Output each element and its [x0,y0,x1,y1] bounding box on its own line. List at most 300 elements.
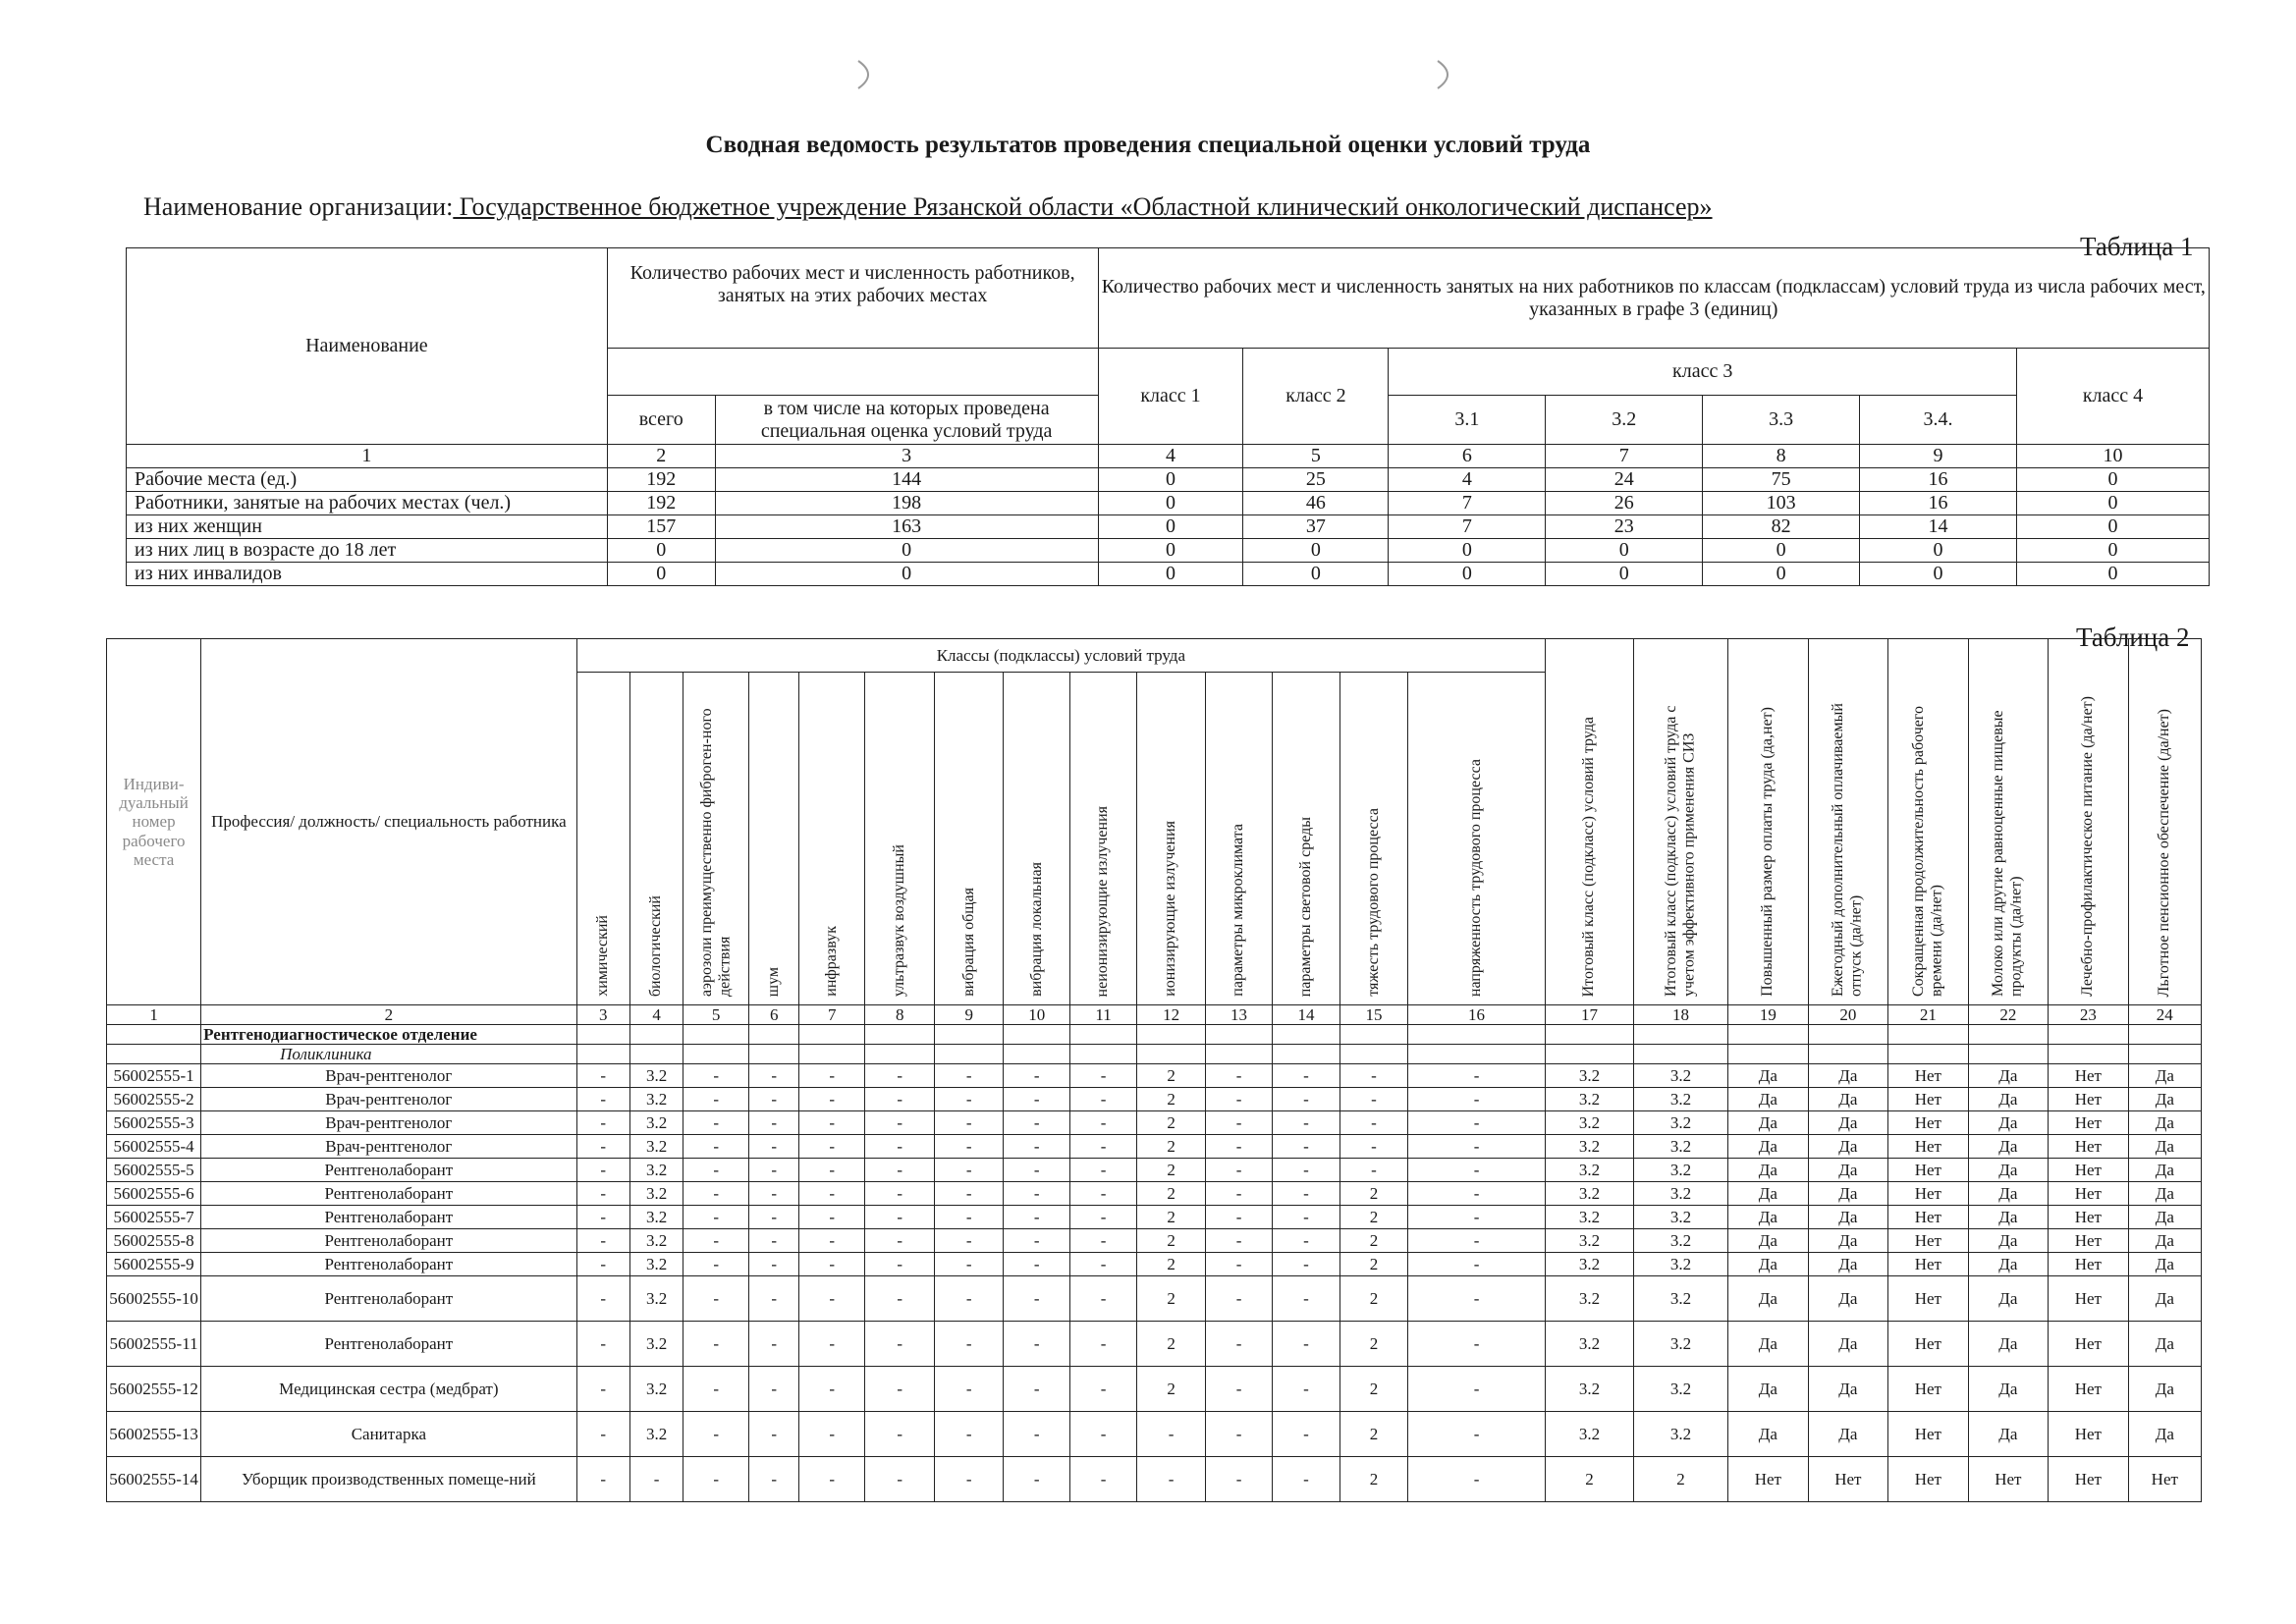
t2-cell: Нет [2049,1135,2129,1159]
t2-header-factor-text: аэрозоли преимущественно фиброген-ного действия [697,708,734,997]
t2-cell: Да [2128,1088,2201,1111]
t2-cell: - [683,1457,749,1502]
t2-cell: 2 [1633,1457,1727,1502]
t1-cell: 192 [607,468,715,492]
t2-cell: - [576,1206,629,1229]
t2-cell: - [799,1111,865,1135]
t2-cell: - [576,1135,629,1159]
t2-header-factor [935,673,1004,1005]
t2-row-profession: Медицинская сестра (медбрат) [201,1367,576,1412]
t2-header-result-3 [1728,639,1809,1005]
t2-cell: - [935,1182,1004,1206]
t2-cell: 3.2 [1633,1111,1727,1135]
t2-cell: - [749,1206,799,1229]
t2-cell: - [1273,1229,1340,1253]
t2-header-factor [749,673,799,1005]
t2-header-factor [1339,673,1407,1005]
t2-cell: - [1070,1111,1137,1135]
t2-header-factor-text: параметры световой среды [1296,816,1314,997]
table-row [107,1229,2202,1253]
t2-cell: - [1137,1412,1206,1457]
t1-colnum: 1 [127,445,608,468]
t2-cell: - [935,1412,1004,1457]
t1-header-assessed: в том числе на которых проведена специальная оценка условий труда [715,396,1098,445]
t2-cell: - [576,1064,629,1088]
t2-cell: - [1273,1457,1340,1502]
binder-hole-left [848,55,888,94]
t2-cell: Да [2128,1182,2201,1206]
t2-cell: - [749,1111,799,1135]
t2-cell: Да [1808,1412,1888,1457]
t2-colnum: 24 [2128,1005,2201,1025]
t2-cell [107,1025,201,1045]
t2-cell: - [683,1322,749,1367]
t2-cell: Да [2128,1064,2201,1088]
t1-row [127,563,2210,586]
t2-cell: 2 [1339,1182,1407,1206]
t2-cell: Нет [2049,1111,2129,1135]
t2-cell: - [1070,1206,1137,1229]
t1-cell: 24 [1546,468,1703,492]
organization-line [143,192,1713,222]
t1-header-name: Наименование [127,248,608,445]
t1-cell: 0 [1703,563,1860,586]
t2-cell: - [865,1276,935,1322]
t2-cell: - [1407,1457,1545,1502]
t2-cell: 2 [1137,1111,1206,1135]
t2-cell: Да [1808,1253,1888,1276]
t2-cell: 3.2 [1633,1229,1727,1253]
t2-cell [1888,1025,1969,1045]
t2-cell: Да [1728,1229,1809,1253]
t2-cell: - [1273,1253,1340,1276]
t2-cell: - [865,1322,935,1367]
t2-cell [1339,1025,1407,1045]
t2-cell: 3.2 [1546,1367,1634,1412]
table-row [107,1182,2202,1206]
t2-cell: Да [1968,1206,2049,1229]
t2-cell: - [1206,1412,1273,1457]
t2-cell: 3.2 [1633,1088,1727,1111]
t1-cell: 192 [607,492,715,515]
t2-cell: Да [1728,1322,1809,1367]
t2-header-result-text: Итоговый класс (подкласс) условий труда с учетом эффективного применения СИЗ [1663,705,1698,997]
t2-cell: Нет [1888,1159,1969,1182]
t2-cell: - [683,1206,749,1229]
t2-cell: Нет [2128,1457,2201,1502]
t2-cell: Да [1808,1064,1888,1088]
t2-cell [1206,1025,1273,1045]
t1-cell: 0 [2017,563,2210,586]
t1-colnum: 10 [2017,445,2210,468]
t2-cell [1546,1045,1634,1064]
t2-header-factor [1206,673,1273,1005]
t2-cell: - [1206,1229,1273,1253]
t2-cell: - [1407,1229,1545,1253]
t2-colnum: 11 [1070,1005,1137,1025]
t2-cell: - [799,1182,865,1206]
t2-cell: - [1273,1064,1340,1088]
t2-cell: 2 [1339,1322,1407,1367]
t2-cell: - [576,1253,629,1276]
t2-cell: 3.2 [629,1111,683,1135]
t2-cell: Да [2128,1276,2201,1322]
t2-cell: 3.2 [1546,1322,1634,1367]
t2-cell: - [1407,1412,1545,1457]
t2-header-factor [576,673,629,1005]
t2-cell: - [1070,1135,1137,1159]
t2-header-result-text: Льготное пенсионное обеспечение (да/нет) [2156,708,2173,997]
t2-cell: - [799,1064,865,1088]
t2-cell: - [935,1111,1004,1135]
t2-cell: - [1070,1159,1137,1182]
t2-header-result-text: Молоко или другие равноценные пищевые продукты (да/нет) [1990,710,2025,997]
t2-cell: 2 [1137,1159,1206,1182]
t2-cell: 3.2 [1633,1159,1727,1182]
t2-cell [683,1025,749,1045]
table-row [107,1253,2202,1276]
t1-colnum: 2 [607,445,715,468]
t2-cell: - [1273,1088,1340,1111]
t2-cell: Да [1808,1276,1888,1322]
t2-cell: - [865,1206,935,1229]
t1-cell: 0 [2017,492,2210,515]
t2-cell: - [1070,1322,1137,1367]
t2-cell: - [749,1367,799,1412]
t2-cell: 2 [1339,1229,1407,1253]
t1-colnum: 4 [1098,445,1243,468]
t2-cell: 3.2 [1546,1135,1634,1159]
t2-cell: 3.2 [629,1367,683,1412]
t2-cell: Да [2128,1322,2201,1367]
t2-cell: - [576,1229,629,1253]
table-row [107,1135,2202,1159]
table-row [107,1064,2202,1088]
t2-cell: Нет [2049,1457,2129,1502]
t2-cell [865,1045,935,1064]
t2-cell: - [749,1412,799,1457]
t2-cell: Да [1808,1367,1888,1412]
t2-header-factor-text: вибрация общая [959,888,977,997]
t2-cell: - [1004,1064,1070,1088]
t2-colnum: 7 [799,1005,865,1025]
t1-colnum: 7 [1546,445,1703,468]
t2-cell [2049,1025,2129,1045]
t1-header-count: Количество рабочих мест и численность работников, занятых на этих рабочих местах [607,248,1098,349]
t2-cell [749,1025,799,1045]
t2-cell: - [935,1276,1004,1322]
t2-cell: 3.2 [1546,1206,1634,1229]
t2-header-id-text: Индиви-дуальный номер рабочего места [119,775,189,869]
t1-cell: 0 [1860,539,2017,563]
t2-cell [1137,1045,1206,1064]
t2-section-row [107,1025,2202,1045]
t2-cell: Да [1968,1229,2049,1253]
t2-header-factor [1407,673,1545,1005]
t2-cell: 3.2 [1633,1182,1727,1206]
t2-cell: - [683,1088,749,1111]
t2-cell: 2 [1546,1457,1634,1502]
t2-section-row-label: Рентгенодиагностическое отделение [201,1025,576,1045]
t2-cell: - [1407,1367,1545,1412]
t2-cell: - [865,1111,935,1135]
t2-cell [629,1045,683,1064]
t2-cell: 2 [1137,1276,1206,1322]
t2-cell: - [799,1412,865,1457]
t1-cell: 0 [1243,563,1389,586]
t2-cell: - [1206,1135,1273,1159]
t2-cell [576,1045,629,1064]
t2-cell: - [1206,1367,1273,1412]
t2-cell: - [749,1457,799,1502]
t2-cell: - [749,1276,799,1322]
t1-header-class2: класс 2 [1243,349,1389,445]
t2-cell: Нет [2049,1412,2129,1457]
t2-colnum: 1 [107,1005,201,1025]
t2-cell [1888,1045,1969,1064]
t2-header-result-text: Повышенный размер оплаты труда (да,нет) [1759,707,1777,997]
t2-cell: - [1273,1412,1340,1457]
t2-cell: Нет [1888,1111,1969,1135]
t2-cell: - [799,1457,865,1502]
t2-cell [865,1025,935,1045]
t2-cell: - [683,1135,749,1159]
t2-cell: - [1070,1367,1137,1412]
t1-cell: 0 [1098,563,1243,586]
t2-cell [1968,1045,2049,1064]
t2-cell: 3.2 [1546,1088,1634,1111]
t1-cell: 0 [607,563,715,586]
t2-cell: - [1004,1322,1070,1367]
t2-header-factor-text: ультразвук воздушный [891,843,908,997]
t2-cell: Да [1968,1088,2049,1111]
t2-cell: Нет [1968,1457,2049,1502]
t2-cell: - [1070,1457,1137,1502]
t2-cell: Да [1968,1135,2049,1159]
t2-header-result-8 [2128,639,2201,1005]
t2-cell: - [865,1064,935,1088]
t2-row-id: 56002555-2 [107,1088,201,1111]
t2-cell: 3.2 [629,1135,683,1159]
t2-cell: - [935,1229,1004,1253]
t2-cell: 3.2 [629,1253,683,1276]
t2-cell: - [1004,1206,1070,1229]
t1-row [127,539,2210,563]
t2-cell: 3.2 [629,1088,683,1111]
t2-cell: - [1407,1322,1545,1367]
t1-cell: 7 [1389,492,1546,515]
t2-cell: Нет [2049,1253,2129,1276]
t1-cell: 157 [607,515,715,539]
t2-header-result-5 [1888,639,1969,1005]
t2-cell: - [1407,1135,1545,1159]
t2-cell: - [1070,1182,1137,1206]
t1-header-class3: класс 3 [1389,349,2017,396]
t1-header-sub-3-1: 3.1 [1389,396,1546,445]
t2-cell: Да [2128,1412,2201,1457]
t1-cell: 0 [715,563,1098,586]
t2-subsection-row [107,1045,2202,1064]
t2-header-factor [799,673,865,1005]
t2-cell: Нет [2049,1064,2129,1088]
t2-cell: Да [1728,1206,1809,1229]
t2-row-id: 56002555-4 [107,1135,201,1159]
t2-cell [1808,1025,1888,1045]
t1-cell: 0 [1243,539,1389,563]
t2-cell: 3.2 [1633,1253,1727,1276]
t2-cell: - [935,1159,1004,1182]
t1-cell: 0 [1703,539,1860,563]
t2-cell [1339,1045,1407,1064]
t2-cell: - [1206,1064,1273,1088]
t2-row-id: 56002555-5 [107,1159,201,1182]
t2-colnum: 9 [935,1005,1004,1025]
t2-cell [1407,1045,1545,1064]
t2-cell: - [865,1412,935,1457]
t2-row-id: 56002555-9 [107,1253,201,1276]
t1-header-class4: класс 4 [2017,349,2210,445]
table-row [107,1367,2202,1412]
t2-header-factor-text: химический [594,915,612,997]
t2-cell: Да [1728,1367,1809,1412]
t2-cell: - [935,1457,1004,1502]
t2-row-profession: Врач-рентгенолог [201,1064,576,1088]
t2-header-result-text: Итоговый класс (подкласс) условий труда [1580,716,1598,997]
t2-cell: - [799,1253,865,1276]
t2-cell: - [1339,1159,1407,1182]
t2-row-profession: Рентгенолаборант [201,1322,576,1367]
t2-colnum: 10 [1004,1005,1070,1025]
t2-cell: - [865,1367,935,1412]
t2-cell: - [935,1135,1004,1159]
t1-cell: 0 [607,539,715,563]
t1-row [127,515,2210,539]
t2-cell: Да [1968,1111,2049,1135]
t1-cell: 0 [1389,539,1546,563]
t2-cell: - [1273,1367,1340,1412]
t2-cell: - [1206,1111,1273,1135]
t2-header-factor-text: вибрация локальная [1027,862,1045,997]
t2-colnum: 4 [629,1005,683,1025]
t2-cell: - [865,1229,935,1253]
t2-row-id: 56002555-10 [107,1276,201,1322]
t2-cell: - [576,1088,629,1111]
table-row [107,1457,2202,1502]
t2-cell [935,1025,1004,1045]
t1-header-classes: Количество рабочих мест и численность занятых на них работников по классам (подклассам) условий труда из числа рабочих мест, указанных в графе 3 (единиц) [1098,248,2209,349]
t2-cell: Нет [1888,1457,1969,1502]
t2-row-profession: Врач-рентгенолог [201,1111,576,1135]
t2-cell: - [865,1182,935,1206]
t2-cell: Нет [1888,1182,1969,1206]
t2-header-result-text: Ежегодный дополнительный оплачиваемый отпуск (да/нет) [1830,703,1865,997]
t2-cell: Да [2128,1135,2201,1159]
t2-row-profession: Рентгенолаборант [201,1229,576,1253]
binder-hole-right [1428,55,1467,94]
t1-cell: 198 [715,492,1098,515]
t2-row-profession: Рентгенолаборант [201,1253,576,1276]
t2-cell: - [683,1159,749,1182]
t2-row-profession: Санитарка [201,1412,576,1457]
t1-cell: 75 [1703,468,1860,492]
t1-cell: 16 [1860,468,2017,492]
t2-cell [1004,1025,1070,1045]
t2-header-result-2 [1633,639,1727,1005]
t2-cell: Да [2128,1111,2201,1135]
t2-colnum: 23 [2049,1005,2129,1025]
t2-cell: - [1004,1159,1070,1182]
t2-cell: - [935,1253,1004,1276]
t2-cell: - [799,1135,865,1159]
t2-cell [1070,1045,1137,1064]
t2-cell: - [1004,1276,1070,1322]
t2-cell: Да [2128,1159,2201,1182]
t2-cell: Нет [2049,1182,2129,1206]
t2-cell: - [865,1135,935,1159]
t2-cell: - [576,1457,629,1502]
t2-cell [1968,1025,2049,1045]
t2-cell: - [1273,1182,1340,1206]
t2-cell [1070,1025,1137,1045]
t2-colnum: 14 [1273,1005,1340,1025]
t2-cell: Да [1728,1253,1809,1276]
t2-cell [1546,1025,1634,1045]
t2-cell: - [1407,1088,1545,1111]
t2-cell: - [749,1159,799,1182]
t2-cell: 3.2 [1633,1276,1727,1322]
t1-cell: 46 [1243,492,1389,515]
t2-cell: 2 [1339,1253,1407,1276]
t2-cell: - [576,1111,629,1135]
t2-cell: - [1206,1159,1273,1182]
t2-cell: 3.2 [1633,1135,1727,1159]
t2-cell: - [1070,1088,1137,1111]
t2-cell: Нет [1888,1367,1969,1412]
t2-cell [1808,1045,1888,1064]
t1-row-name: Рабочие места (ед.) [127,468,608,492]
t2-cell: - [749,1229,799,1253]
t2-cell: Да [1808,1159,1888,1182]
t1-cell: 0 [1098,515,1243,539]
t2-colnum: 3 [576,1005,629,1025]
t2-cell: - [1070,1229,1137,1253]
t2-cell: 3.2 [1633,1367,1727,1412]
t2-cell: Да [1968,1322,2049,1367]
t2-cell: Да [1808,1111,1888,1135]
t2-cell: Да [1968,1182,2049,1206]
t2-cell: - [1273,1206,1340,1229]
t1-cell: 103 [1703,492,1860,515]
t1-cell: 37 [1243,515,1389,539]
t2-cell: - [1339,1064,1407,1088]
t2-cell [683,1045,749,1064]
t2-cell: - [1004,1088,1070,1111]
t1-row-name: Работники, занятые на рабочих местах (чел.) [127,492,608,515]
t2-header-result-4 [1808,639,1888,1005]
t2-cell [1137,1025,1206,1045]
t1-cell: 25 [1243,468,1389,492]
t2-row-id: 56002555-8 [107,1229,201,1253]
t2-cell: Нет [1888,1253,1969,1276]
table-row [107,1111,2202,1135]
t2-cell [799,1025,865,1045]
t2-cell: - [576,1159,629,1182]
t2-cell: 3.2 [629,1064,683,1088]
t2-cell: 3.2 [1633,1322,1727,1367]
t2-row-id: 56002555-11 [107,1322,201,1367]
t2-colnum: 19 [1728,1005,1809,1025]
t2-cell: 2 [1137,1367,1206,1412]
